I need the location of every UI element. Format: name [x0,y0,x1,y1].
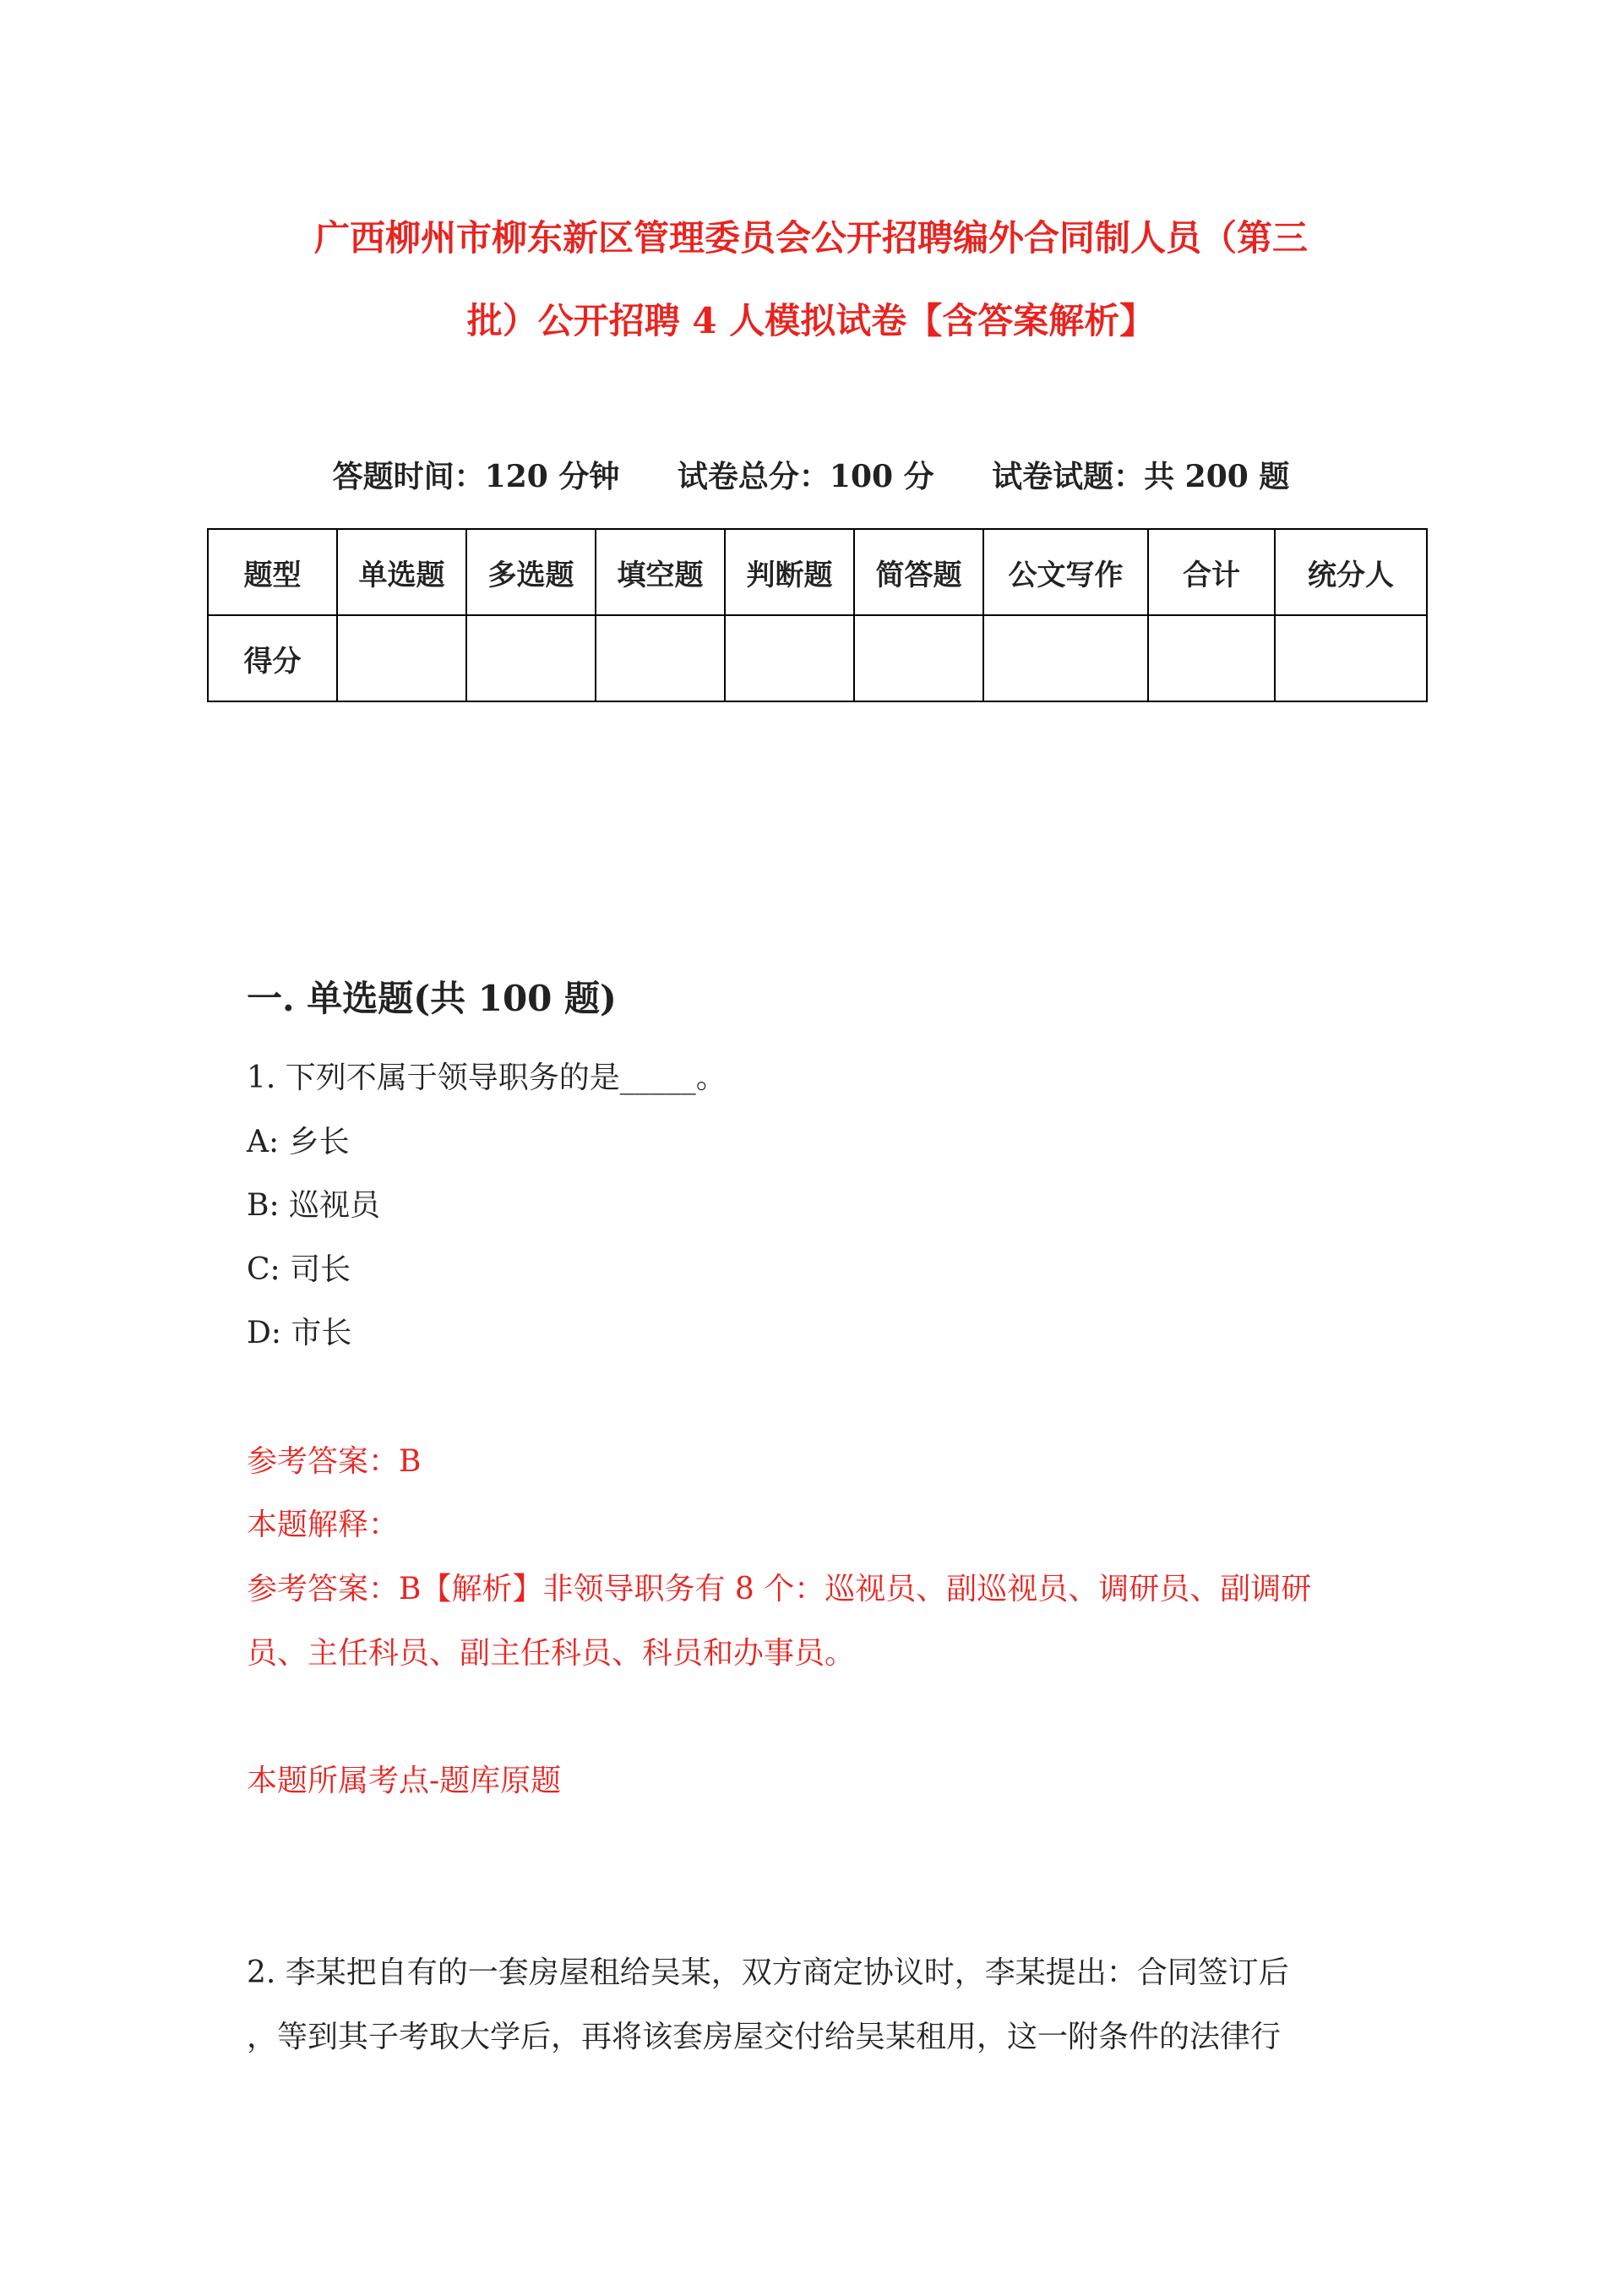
exam-time: 答题时间：120 分钟 [332,459,620,494]
score-table-header: 统分人 [1275,529,1427,615]
exam-total-score: 试卷总分：100 分 [677,459,934,494]
question-1-answer: 参考答案：B [247,1444,422,1479]
score-cell [725,615,854,701]
score-table-header: 简答题 [854,529,983,615]
score-table-header: 公文写作 [983,529,1148,615]
score-table-header-row [208,529,1427,615]
score-table [207,528,1428,702]
score-table-header: 合计 [1148,529,1275,615]
question-2-line-1: 2. 李某把自有的一套房屋租给吴某，双方商定协议时，李某提出：合同签订后 [247,1955,1289,1990]
score-cell [466,615,596,701]
document-title-line-1: 广西柳州市柳东新区管理委员会公开招聘编外合同制人员（第三 [313,217,1308,259]
score-cell [337,615,466,701]
score-cell [1148,615,1275,701]
score-cell [1275,615,1427,701]
score-cell [983,615,1148,701]
score-row-label: 得分 [208,615,337,701]
exam-question-count: 试卷试题：共 200 题 [992,459,1290,494]
question-1-explanation-line-2: 员、主任科员、副主任科员、科员和办事员。 [247,1636,856,1671]
question-2-line-2: ，等到其子考取大学后，再将该套房屋交付给吴某租用，这一附条件的法律行 [247,2020,1282,2054]
exam-meta [169,451,1453,502]
question-1-option-a: A: 乡长 [247,1125,350,1159]
score-table-header: 单选题 [337,529,466,615]
section-heading: 一. 单选题(共 100 题) [247,978,617,1019]
question-1-explanation-line-1: 参考答案：B【解析】非领导职务有 8 个：巡视员、副巡视员、调研员、副调研 [247,1572,1312,1606]
score-table-header: 填空题 [596,529,725,615]
score-cell [596,615,725,701]
question-1-option-c: C: 司长 [247,1252,351,1287]
score-table-header: 题型 [208,529,337,615]
question-1-stem: 1. 下列不属于领导职务的是_____。 [247,1061,727,1095]
question-1-option-b: B: 巡视员 [247,1188,381,1223]
score-table-score-row [208,615,1427,701]
score-table-header: 多选题 [466,529,596,615]
question-1-source: 本题所属考点-题库原题 [247,1764,562,1798]
document-title-line-2: 批）公开招聘 4 人模拟试卷【含答案解析】 [466,300,1156,341]
question-1-explanation-label: 本题解释： [247,1508,400,1542]
score-cell [854,615,983,701]
score-table-header: 判断题 [725,529,854,615]
question-1-option-d: D: 市长 [247,1316,352,1350]
